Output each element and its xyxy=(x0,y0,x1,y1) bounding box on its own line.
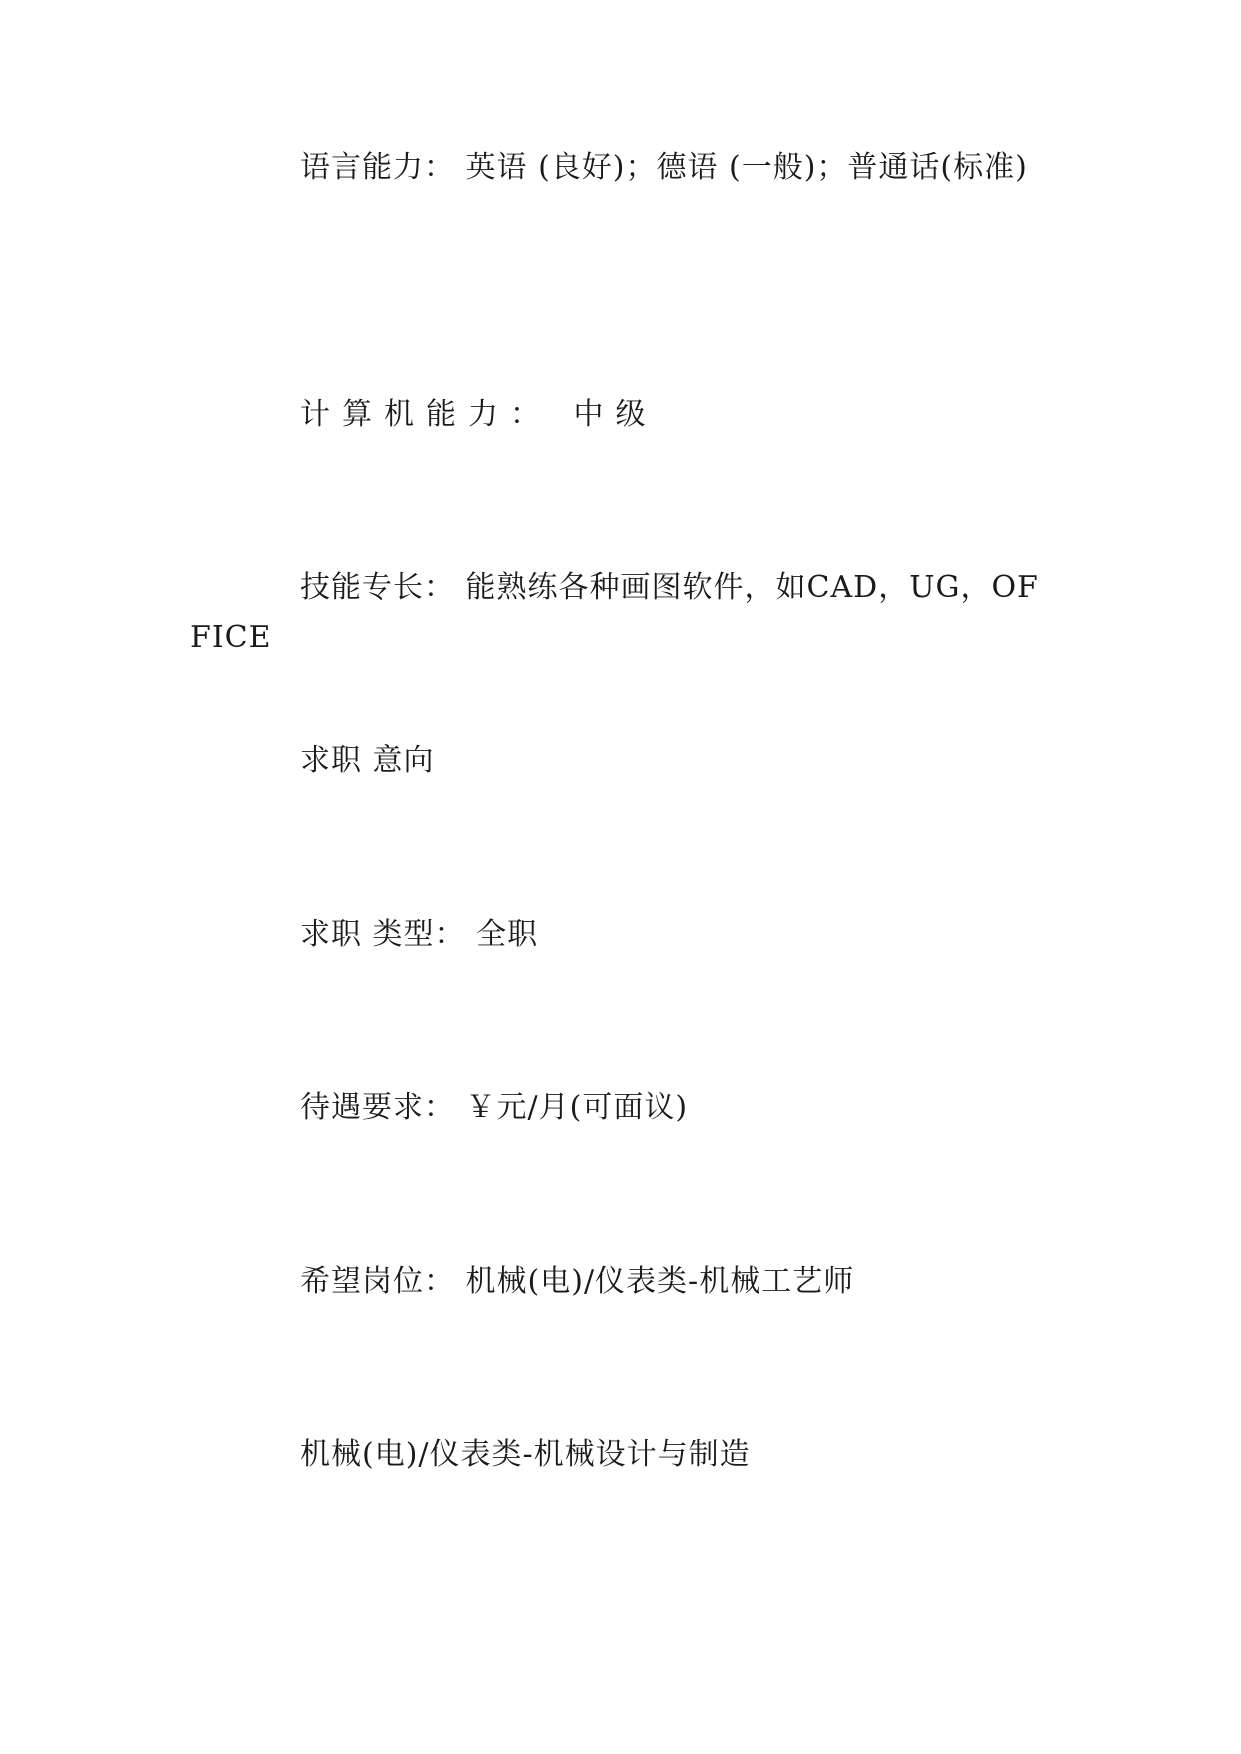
computer-ability-paragraph: 计算机能力： 中级 xyxy=(300,397,658,432)
salary-requirement-paragraph: 待遇要求： ￥元/月(可面议) xyxy=(300,1090,689,1125)
desired-position-paragraph: 希望岗位： 机械(电)/仪表类-机械工艺师 xyxy=(300,1264,855,1299)
job-intent-heading: 求职 意向 xyxy=(300,743,435,778)
language-ability-paragraph: 语言能力： 英语 (良好)；德语 (一般)；普通话(标准) xyxy=(300,150,1028,185)
skills-paragraph: 技能专长： 能熟练各种画图软件，如CAD，UG，OFFICE xyxy=(190,570,1039,655)
job-type-paragraph: 求职 类型： 全职 xyxy=(300,917,539,952)
desired-position-secondary-paragraph: 机械(电)/仪表类-机械设计与制造 xyxy=(300,1437,751,1472)
